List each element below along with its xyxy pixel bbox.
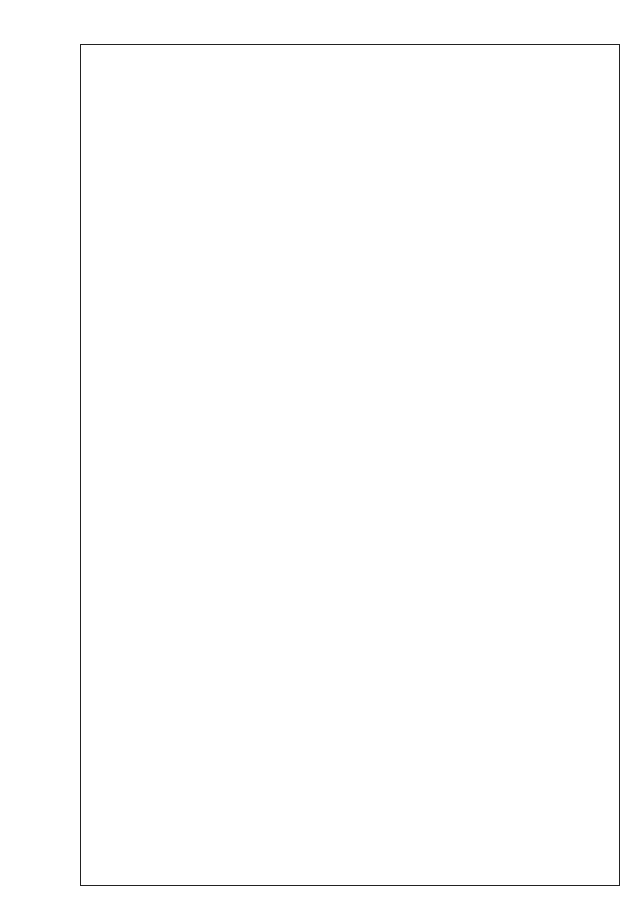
page-number <box>41 432 61 452</box>
budget-table <box>80 44 620 886</box>
